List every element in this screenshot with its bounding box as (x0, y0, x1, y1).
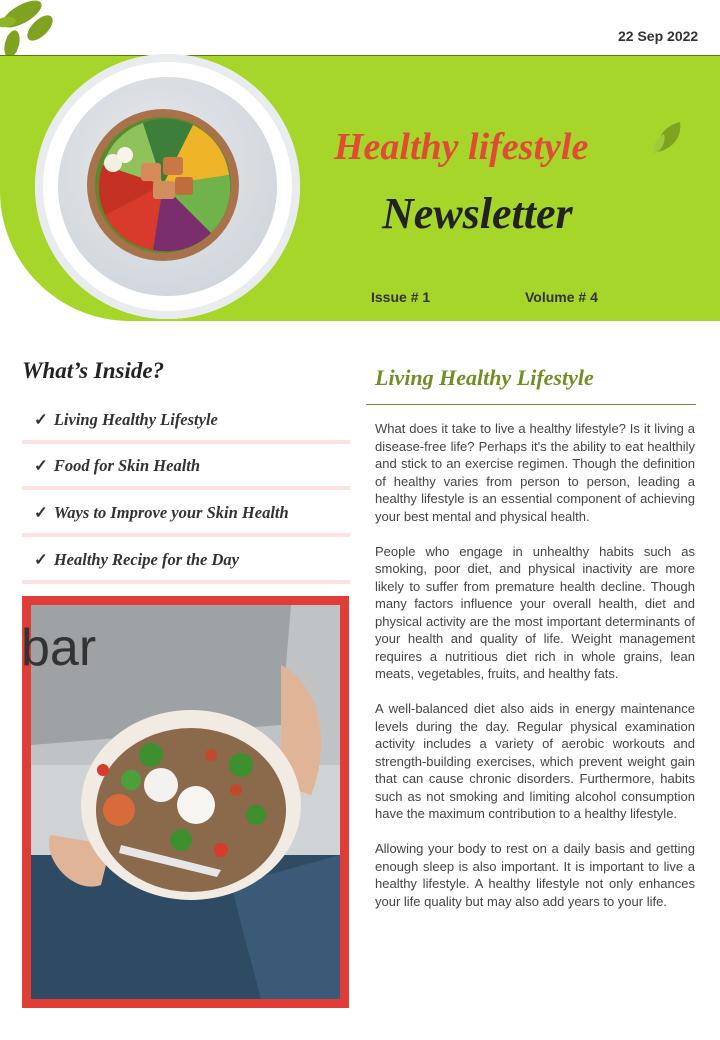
article-title: Living Healthy Lifestyle (375, 365, 594, 390)
food-photo (21, 605, 340, 999)
toc-item-label: Food for Skin Health (53, 456, 201, 475)
header-top-rule (0, 55, 720, 56)
leaf-icon (648, 118, 688, 158)
check-icon: ✓ (34, 503, 48, 522)
issue-date: 22 Sep 2022 (618, 28, 699, 44)
toc-item[interactable] (22, 548, 350, 584)
article-paragraph: People who engage in unhealthy habits such as smoking, poor diet, and physical inactivity are more likely to suffer from premature health decline. Though many factors influence your overall health, diet and physical activity are the most important determinants of your health and quality of life. Weight management requires a nutritious diet rich in whole grains, lean meats, vegetables, fruits, and healthy fats. (375, 543, 695, 681)
toc-item-label: Living Healthy Lifestyle (53, 410, 218, 429)
article-paragraph: What does it take to live a healthy lifestyle? Is it living a disease-free life? Perhaps it's the ability to eat healthily and stick to an exercise regimen. Though the definition of healthy varies from person to person, leading a healthy lifestyle is an essential component of achieving your best mental and physical health. (375, 421, 695, 524)
toc-divider (22, 440, 350, 444)
newsletter-title-line1: Healthy lifestyle (334, 126, 589, 168)
toc-divider (22, 486, 350, 490)
toc-item-label: Healthy Recipe for the Day (53, 550, 239, 569)
whats-inside-heading: What’s Inside? (22, 358, 165, 383)
newsletter-title-line2: Newsletter (382, 189, 573, 238)
food-bowl-photo (21, 605, 340, 999)
toc-divider (22, 533, 350, 537)
toc-divider (22, 580, 350, 584)
article-title-rule (366, 404, 696, 405)
toc-item-label: Ways to Improve your Skin Health (53, 503, 289, 522)
check-icon: ✓ (34, 410, 48, 429)
issue-number: Issue # 1 (371, 289, 431, 305)
check-icon: ✓ (34, 550, 48, 569)
toc-item[interactable] (22, 501, 350, 537)
toc-item[interactable] (22, 408, 350, 444)
article-body (375, 420, 695, 928)
article-paragraph: A well-balanced diet also aids in energy maintenance levels during the day. Regular physical examination activity includes a variety of aerobic workouts and strength-building exercises, which prevent weight gain that can cause chronic disorders. Furthermore, habits such as not smoking and limiting alcohol consumption have the maximum contribution to a healthy lifestyle. (375, 701, 695, 821)
volume-number: Volume # 4 (525, 289, 598, 305)
shirt-print-text: bar (21, 619, 97, 677)
check-icon: ✓ (34, 456, 48, 475)
article-paragraph: Allowing your body to rest on a daily basis and getting enough sleep is also important. It is important to live a healthy lifestyle. A healthy lifestyle not only enhances your life quality but may also add years to your life. (375, 841, 695, 909)
toc-item[interactable] (22, 454, 350, 490)
salad-bowl-image (83, 105, 243, 265)
